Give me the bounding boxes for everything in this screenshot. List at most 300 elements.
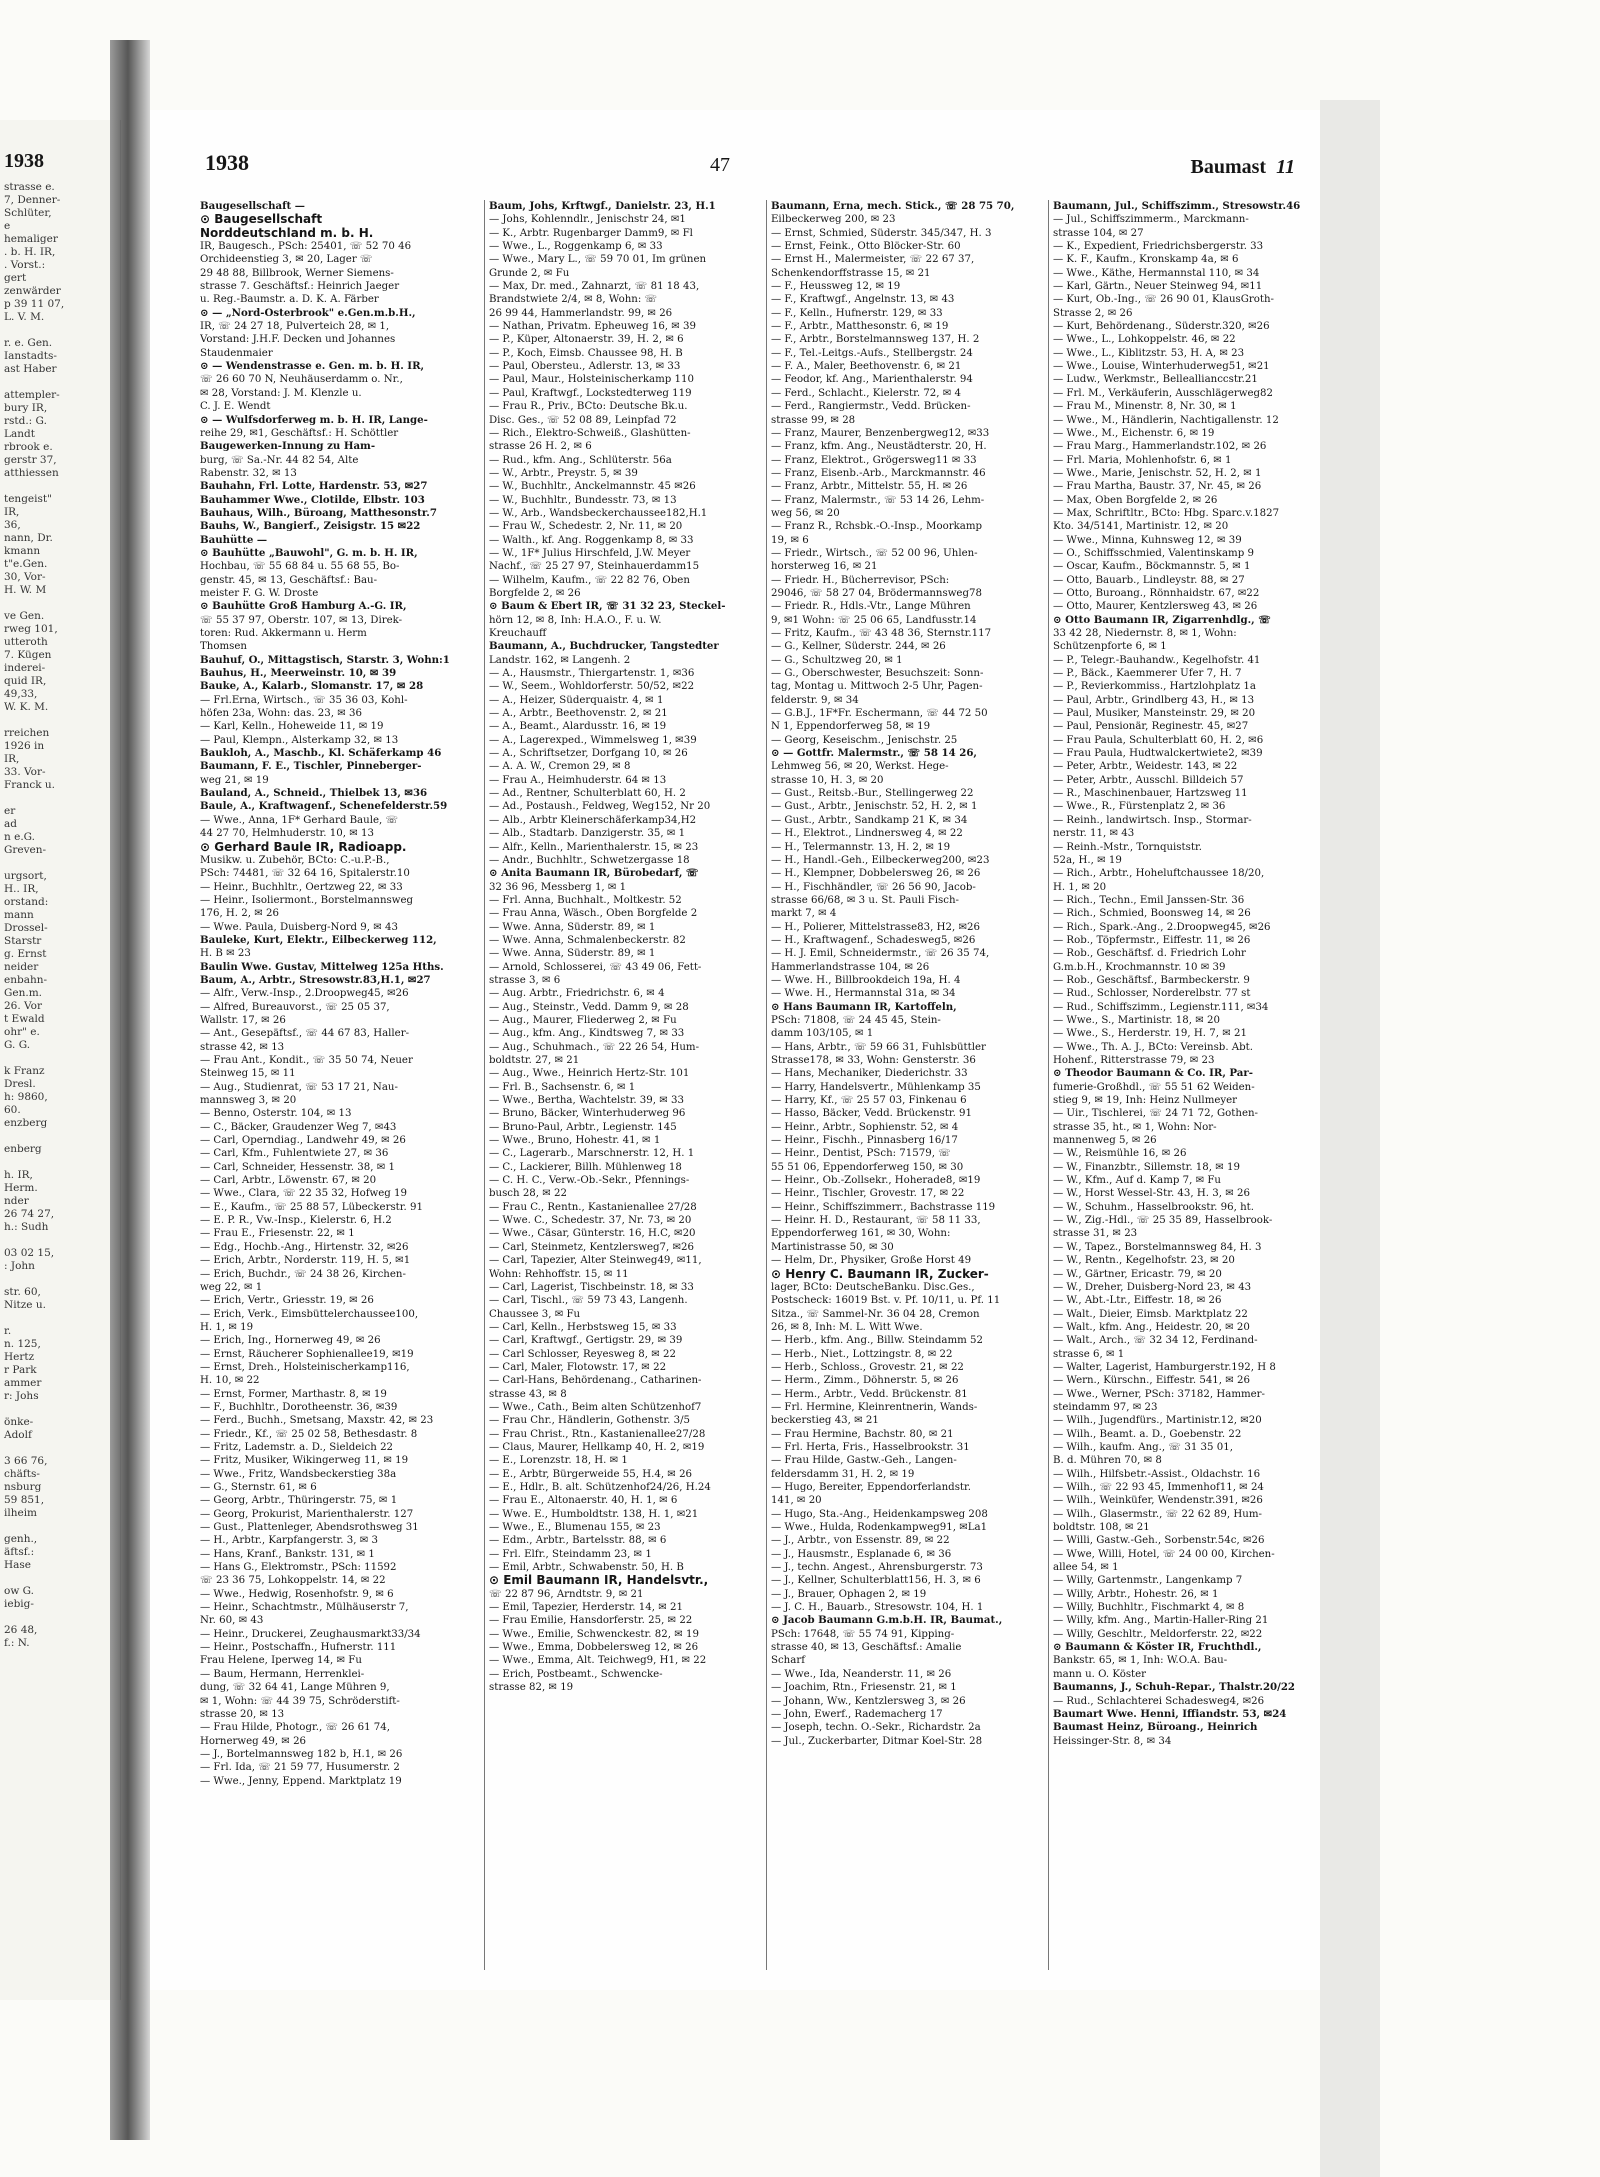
directory-entry: ✉ 28, Vorstand: J. M. Klenzle u.	[200, 387, 362, 399]
directory-entry: — Wwe., S., Herderstr. 19, H. 7, ✉ 21	[1053, 1028, 1247, 1040]
directory-entry: Schützenpforte 6, ✉ 1	[1053, 641, 1167, 653]
directory-entry: — Walt., Dieier, Eimsb. Marktplatz 22	[1053, 1308, 1248, 1320]
directory-entry: — Rich., Techn., Emil Janssen-Str. 36	[1053, 894, 1245, 906]
previous-page-line: IR,	[4, 753, 20, 765]
previous-page-line: W. K. M.	[4, 701, 49, 713]
previous-page-line: Franck u.	[4, 779, 56, 791]
previous-page-line: nann, Dr.	[4, 532, 53, 544]
previous-page-line: ve Gen.	[4, 610, 45, 622]
directory-entry: — Herm., Zimm., Döhnerstr. 5, ✉ 26	[771, 1375, 959, 1387]
previous-page-line: h: 9860,	[4, 1091, 48, 1103]
directory-entry: — K., Arbtr. Rugenbarger Damm9, ✉ Fl	[489, 227, 693, 239]
directory-entry: PSch: 74481, ☏ 32 64 16, Spitalerstr.10	[200, 868, 410, 880]
directory-entry: Baukloh, A., Maschb., Kl. Schäferkamp 46	[200, 747, 442, 760]
directory-entry: Bauke, A., Kalarb., Slomanstr. 17, ✉ 28	[200, 680, 424, 693]
directory-entry: strasse 42, ✉ 13	[200, 1041, 285, 1053]
previous-page-line: r Park	[4, 1364, 37, 1376]
directory-entry: — Rich., Elektro-Schweiß., Glashütten-	[489, 427, 691, 439]
directory-entry: ⊙ Baugesellschaft	[200, 213, 323, 227]
directory-entry: — P., Revierkommiss., Hartzlohplatz 1a	[1053, 681, 1256, 693]
directory-entry: — W., Gärtner, Ericastr. 79, ✉ 20	[1053, 1268, 1222, 1280]
previous-page-line: zenwärder	[4, 285, 61, 297]
directory-entry: — Frau Emilie, Hansdorferstr. 25, ✉ 22	[489, 1615, 693, 1627]
directory-entry: — Frau E., Friesenstr. 22, ✉ 1	[200, 1228, 355, 1240]
directory-entry: Eilbeckerweg 200, ✉ 23	[771, 214, 896, 226]
previous-page-line: ammer	[4, 1377, 42, 1389]
directory-entry: — A., Schriftsetzer, Dorfgang 10, ✉ 26	[489, 748, 688, 760]
section-name: Baumast	[1190, 156, 1267, 178]
directory-entry: — E., Kaufm., ☏ 25 88 57, Lübeckerstr. 91	[200, 1201, 423, 1213]
previous-page-line	[0, 1520, 120, 1533]
previous-page-line: inderei-	[4, 662, 46, 674]
directory-entry: — Paul, Arbtr., Grindlberg 43, H., ✉ 13	[1053, 694, 1255, 706]
directory-entry: weg 56, ✉ 20	[771, 507, 840, 519]
directory-entry: — Erich, Buchdr., ☏ 24 38 26, Kirchen-	[200, 1268, 406, 1280]
directory-entry: damm 103/105, ✉ 1	[771, 1028, 874, 1040]
directory-entry: — A., Beamt., Alardusstr. 16, ✉ 19	[489, 721, 667, 733]
directory-entry: — Karl, Gärtn., Neuer Steinweg 94, ✉11	[1053, 281, 1263, 293]
directory-entry: — G., Kellner, Süderstr. 244, ✉ 26	[771, 641, 946, 653]
directory-entry: Thomsen	[200, 641, 247, 653]
previous-page-line: 49,33,	[4, 688, 38, 700]
directory-columns	[200, 200, 1320, 1970]
directory-entry: Musikw. u. Zubehör, BCto: C.-u.P.-B.,	[200, 854, 390, 866]
directory-entry: Baugewerken-Innung zu Ham-	[200, 440, 376, 453]
previous-page-line: urgsort,	[4, 870, 47, 882]
directory-entry: — Carl, Operndiag., Landwehr 49, ✉ 26	[200, 1135, 406, 1147]
directory-entry: Grunde 2, ✉ Fu	[489, 267, 570, 279]
previous-page-line: 7. Kügen	[4, 649, 52, 661]
directory-entry: — Edg., Hochb.-Ang., Hirtenstr. 32, ✉26	[200, 1241, 409, 1253]
directory-entry: PSch: 17648, ☏ 55 74 91, Kipping-	[771, 1628, 955, 1640]
directory-entry: Frau Helene, Iperweg 14, ✉ Fu	[200, 1655, 362, 1667]
directory-entry: — F., Heussweg 12, ✉ 19	[771, 281, 901, 293]
directory-entry: — Aug., Maurer, Fliederweg 2, ✉ Fu	[489, 1014, 677, 1026]
directory-entry: — J., Arbtr., von Essenstr. 89, ✉ 22	[771, 1535, 950, 1547]
directory-entry: — Gust., Reitsb.-Bur., Stellingerweg 22	[771, 788, 974, 800]
directory-entry: — F., Tel.-Leitgs.-Aufs., Stellbergstr. 24	[771, 347, 973, 359]
directory-entry: 141, ✉ 20	[771, 1495, 822, 1507]
previous-page-line: ilheim	[4, 1507, 38, 1519]
directory-entry: 29046, ☏ 58 27 04, Brödermannsweg78	[771, 587, 982, 599]
directory-entry: — Aug., Steinstr., Vedd. Damm 9, ✉ 28	[489, 1001, 689, 1013]
previous-page-line: n. 125,	[4, 1338, 41, 1350]
previous-page-lines	[0, 181, 120, 1650]
directory-entry: — Wwe., Bruno, Hohestr. 41, ✉ 1	[489, 1135, 661, 1147]
directory-entry: — Peter, Arbtr., Weidestr. 143, ✉ 22	[1053, 761, 1238, 773]
directory-entry: — Herm., Arbtr., Vedd. Brückenstr. 81	[771, 1388, 968, 1400]
directory-entry: — Wilh., Beamt. a. D., Goebenstr. 22	[1053, 1428, 1242, 1440]
directory-entry: — Erich, Arbtr., Norderstr. 119, H. 5, ✉1	[200, 1255, 411, 1267]
directory-entry: — Wwe., S., Martinistr. 18, ✉ 20	[1053, 1014, 1220, 1026]
directory-entry: N 1, Eppendorferweg 58, ✉ 19	[771, 721, 931, 733]
directory-entry: — Wwe., Käthe, Hermannstal 110, ✉ 34	[1053, 267, 1260, 279]
directory-entry: — Wwe., Ida, Neanderstr. 11, ✉ 26	[771, 1668, 952, 1680]
directory-entry: strasse 7. Geschäftsf.: Heinrich Jaeger	[200, 281, 400, 293]
directory-entry: — Wwe. Anna, Schmalenbeckerstr. 82	[489, 934, 686, 946]
directory-entry: — Franz, Malermstr., ☏ 53 14 26, Lehm-	[771, 494, 985, 506]
previous-page-line: gert	[4, 272, 27, 284]
directory-entry: weg 21, ✉ 19	[200, 774, 269, 786]
directory-entry: — W., Rentn., Kegelhofstr. 23, ✉ 20	[1053, 1255, 1235, 1267]
directory-entry: feldersdamm 31, H. 2, ✉ 19	[771, 1468, 915, 1480]
directory-entry: Kto. 34/5141, Martinistr. 12, ✉ 20	[1053, 521, 1229, 533]
previous-page-line	[0, 792, 120, 805]
previous-page-line: Starstr	[4, 935, 42, 947]
directory-entry: — Paul, Musiker, Mansteinstr. 29, ✉ 20	[1053, 708, 1256, 720]
directory-entry: — Johs, Kohlenndlr., Jenischstr 24, ✉1	[489, 214, 686, 226]
directory-entry: — Otto, Maurer, Kentzlersweg 43, ✉ 26	[1053, 601, 1258, 613]
directory-entry: — Aug., kfm. Ang., Kindtsweg 7, ✉ 33	[489, 1028, 685, 1040]
previous-page-line: 3 66 76,	[4, 1455, 48, 1467]
directory-entry: Nachf., ☏ 25 27 97, Steinhauerdamm15	[489, 561, 700, 573]
directory-entry: Baum, Johs, Krftwgf., Danielstr. 23, H.1	[489, 200, 716, 212]
previous-page-line: Nitze u.	[4, 1299, 46, 1311]
previous-page-line	[0, 480, 120, 493]
directory-entry: — Frau W., Schedestr. 2, Nr. 11, ✉ 20	[489, 521, 683, 533]
directory-entry: — Wwe, Willi, Hotel, ☏ 24 00 00, Kirchen-	[1053, 1548, 1275, 1560]
directory-entry: Rabenstr. 32, ✉ 13	[200, 467, 297, 479]
directory-page	[150, 110, 1320, 1990]
directory-entry: — Frau Hilde, Photogr., ☏ 26 61 74,	[200, 1722, 391, 1734]
directory-entry: — Reinh., landwirtsch. Insp., Stormar-	[1053, 814, 1252, 826]
directory-entry: — Wwe., L., Kiblitzstr. 53, H. A, ✉ 23	[1053, 347, 1245, 359]
directory-entry: — Benno, Osterstr. 104, ✉ 13	[200, 1108, 352, 1120]
previous-page-line	[0, 714, 120, 727]
previous-page-line: g. Ernst	[4, 948, 47, 960]
directory-entry: — J. C. H., Bauarb., Stresowstr. 104, H. 1	[771, 1602, 984, 1614]
directory-entry: — Frl.Erna, Wirtsch., ☏ 35 36 03, Kohl-	[200, 694, 408, 706]
directory-entry: — Ernst, Former, Marthastr. 8, ✉ 19	[200, 1388, 387, 1400]
directory-entry: — Rich., Arbtr., Hoheluftchaussee 18/20,	[1053, 868, 1265, 880]
directory-entry: strasse 3, ✉ 6	[489, 974, 561, 986]
previous-page-line: orstand:	[4, 896, 49, 908]
directory-entry: — H., Telermannstr. 13, H. 2, ✉ 19	[771, 841, 951, 853]
directory-entry: — Harry, Kf., ☏ 25 57 03, Finkenau 6	[771, 1095, 967, 1107]
directory-entry: — Paul, Pensionär, Reginestr. 45, ✉27	[1053, 721, 1249, 733]
page-number: 47	[710, 154, 730, 176]
previous-page-line	[0, 1234, 120, 1247]
directory-entry: — Willy, kfm. Ang., Martin-Haller-Ring 21	[1053, 1615, 1269, 1627]
directory-entry: — W., Finanzbtr., Sillemstr. 18, ✉ 19	[1053, 1161, 1240, 1173]
directory-entry: — Heinr., Arbtr., Sophienstr. 52, ✉ 4	[771, 1121, 959, 1133]
directory-entry: strasse 104, ✉ 27	[1053, 227, 1144, 239]
directory-entry: — Wwe., Emilie, Schwenckestr. 82, ✉ 19	[489, 1628, 699, 1640]
directory-entry: ⊙ Anita Baumann IR, Bürobedarf, ☏	[489, 867, 699, 880]
directory-entry: — Helm, Dr., Physiker, Große Horst 49	[771, 1255, 972, 1267]
directory-entry: — Willy, Buchhltr., Fischmarkt 4, ✉ 8	[1053, 1602, 1245, 1614]
directory-entry: — Fritz, Musiker, Wikingerweg 11, ✉ 19	[200, 1455, 409, 1467]
directory-entry: — Frau Marg., Hammerlandstr.102, ✉ 26	[1053, 441, 1267, 453]
directory-entry: — Wwe., Hulda, Rodenkampweg91, ✉La1	[771, 1522, 988, 1534]
directory-entry: mannsweg 3, ✉ 20	[200, 1095, 297, 1107]
directory-entry: — Ludw., Werkmstr., Belleallianccstr.21	[1053, 374, 1258, 386]
previous-page-line: Drossel-	[4, 922, 48, 934]
directory-entry: — W., Abt.-Ltr., Eiffestr. 18, ✉ 26	[1053, 1295, 1222, 1307]
directory-entry: — Wwe., L., Lohkoppelstr. 46, ✉ 22	[1053, 334, 1236, 346]
directory-entry: — E., Lorenzstr. 18, H. ✉ 1	[489, 1455, 628, 1467]
directory-entry: genstr. 45, ✉ 13, Geschäftsf.: Bau-	[200, 574, 378, 586]
directory-entry: — Wwe. H., Hermannstal 31a, ✉ 34	[771, 988, 956, 1000]
previous-page-line: r. e. Gen.	[4, 337, 53, 349]
directory-entry: toren: Rud. Akkermann u. Herm	[200, 628, 367, 639]
directory-entry: — Wwe. H., Billbrookdeich 19a, H. 4	[771, 974, 961, 986]
directory-entry: Nr. 60, ✉ 43	[200, 1615, 264, 1627]
directory-entry: — Hans, Arbtr., ☏ 59 66 31, Fuhlsbüttler	[771, 1041, 986, 1053]
directory-entry: Eppendorferweg 161, ✉ 30, Wohn:	[771, 1228, 951, 1240]
directory-entry: — Wern., Kürschn., Eiffestr. 541, ✉ 26	[1053, 1375, 1250, 1387]
previous-page-line: Herm.	[4, 1182, 38, 1194]
directory-entry: 44 27 70, Helmhuderstr. 10, ✉ 13	[200, 828, 374, 840]
directory-entry: 26, ✉ 8, Inh: M. L. Witt Wwe.	[771, 1321, 923, 1333]
section-number: 11	[1276, 156, 1295, 178]
previous-page-line: ast Haber	[4, 363, 57, 375]
directory-entry: meister F. G. W. Droste	[200, 587, 319, 599]
previous-page-line	[0, 1052, 120, 1065]
directory-entry: — Carl, Steinmetz, Kentzlersweg7, ✉26	[489, 1241, 694, 1253]
previous-page-line: ad	[4, 818, 17, 830]
directory-entry: — Franz R., Rchsbk.-O.-Insp., Moorkamp	[771, 521, 983, 533]
previous-page-line: e	[4, 220, 11, 232]
directory-entry: — Ernst, Dreh., Holsteinischerkamp116,	[200, 1361, 410, 1373]
directory-entry: Vorstand: J.H.F. Decken und Johannes	[200, 334, 396, 346]
directory-entry: — A., Lagerexped., Wimmelsweg 1, ✉39	[489, 734, 697, 746]
previous-page-line	[0, 1403, 120, 1416]
directory-entry: Kreuchauff	[489, 628, 547, 639]
directory-entry: — Heinr., Ob.-Zollsekr., Hoherade8, ✉19	[771, 1175, 981, 1187]
directory-entry: — Wwe. Anna, Süderstr. 89, ✉ 1	[489, 921, 656, 933]
previous-page-line: utteroth	[4, 636, 48, 648]
directory-entry: Bauhammer Wwe., Clotilde, Elbstr. 103	[200, 493, 425, 506]
directory-entry: — R., Maschinenbauer, Hartzsweg 11	[1053, 788, 1248, 800]
directory-entry: — Alfred, Bureauvorst., ☏ 25 05 37,	[200, 1001, 390, 1013]
directory-entry: — A. A. W., Cremon 29, ✉ 8	[489, 761, 631, 773]
directory-entry: — Otto, Bauarb., Lindleystr. 88, ✉ 27	[1053, 574, 1245, 586]
directory-entry: — Wwe. E., Humboldtstr. 138, H. 1, ✉21	[489, 1508, 699, 1520]
directory-entry: — A., Arbtr., Beethovenstr. 2, ✉ 21	[489, 708, 668, 720]
directory-entry: — H., Kraftwagenf., Schadesweg5, ✉26	[771, 934, 976, 946]
directory-entry: 52a, H., ✉ 19	[1053, 854, 1122, 866]
directory-entry: — Carl, Lagerist, Tischbeinstr. 18, ✉ 33	[489, 1281, 694, 1293]
directory-entry: — Emil, Tapezier, Herderstr. 14, ✉ 21	[489, 1602, 683, 1614]
directory-entry: — O., Schiffsschmied, Valentinskamp 9	[1053, 547, 1254, 559]
previous-page-line: rbrook e.	[4, 441, 53, 453]
directory-entry: — Hans, Mechaniker, Diederichstr. 33	[771, 1068, 968, 1080]
directory-entry: — Rob., Geschäftsf. d. Friedrich Lohr	[1053, 948, 1246, 960]
directory-entry: — E. P. R., Vw.-Insp., Kielerstr. 6, H.2	[200, 1215, 392, 1227]
directory-entry: Wallstr. 17, ✉ 26	[200, 1014, 286, 1026]
directory-entry: — W., Dreher, Duisberg-Nord 23, ✉ 43	[1053, 1281, 1252, 1293]
previous-page-line: nder	[4, 1195, 29, 1207]
directory-entry: stieg 9, ✉ 19, Inh: Heinz Nullmeyer	[1053, 1095, 1238, 1107]
directory-entry: — Wwe., L., Roggenkamp 6, ✉ 33	[489, 241, 663, 253]
directory-entry: — Rich., Spark.-Ang., 2.Droopweg45, ✉26	[1053, 921, 1271, 933]
directory-entry: Scharf	[771, 1655, 805, 1667]
directory-entry: — C., Lackierer, Billh. Mühlenweg 18	[489, 1161, 682, 1173]
directory-entry: Baumann, F. E., Tischler, Pinneberger-	[200, 760, 422, 773]
directory-entry: boldtstr. 27, ✉ 21	[489, 1055, 580, 1066]
directory-entry: — Walth., kf. Ang. Roggenkamp 8, ✉ 33	[489, 534, 694, 546]
previous-page-line: iebig-	[4, 1598, 34, 1610]
directory-entry: — F., Buchhltr., Dorotheenstr. 36, ✉39	[200, 1401, 398, 1413]
directory-entry: Hammerlandstrasse 104, ✉ 26	[771, 961, 930, 973]
directory-entry: 26 99 44, Hammerlandstr. 99, ✉ 26	[489, 307, 673, 319]
directory-entry: ☏ 23 36 75, Lohkoppelstr. 14, ✉ 22	[200, 1575, 386, 1587]
directory-entry: Hochbau, ☏ 55 68 84 u. 55 68 55, Bo-	[200, 561, 400, 573]
previous-page-line: n e.G.	[4, 831, 36, 843]
directory-entry: burg, ☏ Sa.-Nr. 44 82 54, Alte	[200, 454, 359, 466]
previous-page-line: strasse e.	[4, 181, 55, 193]
directory-entry: — Wilh., ☏ 22 93 45, Immenhof11, ✉ 24	[1053, 1482, 1264, 1493]
directory-entry: — Wwe., Th. A. J., BCto: Vereinsb. Abt.	[1053, 1041, 1254, 1053]
directory-entry: — Herb., kfm. Ang., Billw. Steindamm 52	[771, 1335, 983, 1347]
page-edge	[1320, 100, 1380, 2177]
directory-entry: — Wwe., Minna, Kuhnsweg 12, ✉ 39	[1053, 534, 1242, 546]
directory-entry: Bauhütte —	[200, 533, 268, 546]
previous-page-line: nsburg	[4, 1481, 42, 1493]
directory-entry: — Erich, Postbeamt., Schwencke-	[489, 1668, 663, 1680]
directory-entry: — H., Klempner, Dobbelersweg 26, ✉ 26	[771, 868, 981, 880]
previous-page-line: Hertz	[4, 1351, 35, 1363]
directory-entry: — A., Heizer, Süderquaistr. 4, ✉ 1	[489, 694, 664, 706]
directory-entry: — Carl, Schneider, Hessenstr. 38, ✉ 1	[200, 1161, 395, 1173]
previous-page-line: Hase	[4, 1559, 32, 1571]
directory-entry: ⊙ — Wulfsdorferweg m. b. H. IR, Lange-	[200, 413, 428, 426]
previous-page-line: Ianstadts-	[4, 350, 57, 362]
directory-entry: ⊙ — „Nord-Osterbrook" e.Gen.m.b.H.,	[200, 306, 416, 319]
directory-entry: — Alfr., Kelln., Marienthalerstr. 15, ✉ 23	[489, 841, 699, 853]
directory-entry: — Paul, Klempn., Alsterkamp 32, ✉ 13	[200, 734, 399, 746]
directory-entry: IR, ☏ 24 27 18, Pulverteich 28, ✉ 1,	[200, 321, 390, 333]
previous-page-line: ow G.	[4, 1585, 34, 1597]
directory-entry: Staudenmaier	[200, 347, 273, 359]
directory-entry: — Arnold, Schlosserei, ☏ 43 49 06, Fett-	[489, 961, 702, 973]
directory-entry: H. 1, ✉ 20	[1053, 881, 1107, 893]
previous-page-line: gerstr 37,	[4, 454, 57, 466]
directory-entry: — Wilhelm, Kaufm., ☏ 22 82 76, Oben	[489, 574, 690, 586]
directory-entry: ⊙ Henry C. Baumann IR, Zucker-	[771, 1267, 989, 1281]
directory-entry: — Georg, Arbtr., Thüringerstr. 75, ✉ 1	[200, 1495, 398, 1507]
directory-entry: — W., 1F* Julius Hirschfeld, J.W. Meyer	[489, 547, 691, 559]
directory-entry: — Wwe., Louise, Winterhuderweg51, ✉21	[1053, 361, 1270, 373]
directory-entry: — K. F., Kaufm., Kronskamp 4a, ✉ 6	[1053, 254, 1239, 266]
directory-entry: — Rud., kfm. Ang., Schlüterstr. 56a	[489, 454, 672, 466]
directory-entry: — Frau Paula, Hudtwalckertwiete2, ✉39	[1053, 748, 1263, 760]
directory-entry: H. 10, ✉ 22	[200, 1375, 260, 1387]
directory-entry: strasse 26 H. 2, ✉ 6	[489, 441, 592, 453]
directory-entry: — Herb., Niet., Lottzingstr. 8, ✉ 22	[771, 1348, 953, 1360]
directory-entry: — Frl. Hermine, Kleinrentnerin, Wands-	[771, 1401, 978, 1413]
directory-entry: — Frau C., Rentn., Kastanienallee 27/28	[489, 1201, 697, 1213]
directory-entry: — W., Seem., Wohldorferstr. 50/52, ✉22	[489, 681, 695, 693]
directory-entry: — Frau Hilde, Gastw.-Geh., Langen-	[771, 1455, 957, 1467]
directory-entry: — Rich., Schmied, Boonsweg 14, ✉ 26	[1053, 908, 1251, 920]
directory-entry: — Kurt, Behördenang., Süderstr.320, ✉26	[1053, 321, 1270, 333]
directory-entry: — Friedr., Wirtsch., ☏ 52 00 96, Uhlen-	[771, 547, 978, 559]
previous-page-line: Landt	[4, 428, 35, 440]
directory-entry: — Franz, Maurer, Benzenbergweg12, ✉33	[771, 427, 990, 439]
previous-page-line	[0, 376, 120, 389]
previous-page-line: quid IR,	[4, 675, 47, 687]
directory-entry: — Carl, Kraftwgf., Gertigstr. 29, ✉ 39	[489, 1335, 683, 1347]
previous-page-line: r.	[4, 1325, 12, 1337]
directory-entry: — Feodor, kf. Ang., Marienthalerstr. 94	[771, 374, 973, 386]
directory-entry: — W., Tapez., Borstelmannsweg 84, H. 3	[1053, 1241, 1262, 1253]
previous-page-line: H. W. M	[4, 584, 47, 596]
directory-entry: — Ernst, Schmied, Süderstr. 345/347, H. 3	[771, 227, 992, 239]
previous-page-line: t"e.Gen.	[4, 558, 48, 570]
directory-entry: — Franz, kfm. Ang., Neustädterstr. 20, H.	[771, 441, 987, 453]
directory-entry: mannenweg 5, ✉ 26	[1053, 1135, 1157, 1147]
directory-entry: markt 7, ✉ 4	[771, 908, 837, 920]
directory-entry: — Jul., Zuckerbarter, Ditmar Koel-Str. 28	[771, 1735, 983, 1747]
directory-entry: Strasse178, ✉ 33, Wohn: Gensterstr. 36	[771, 1055, 976, 1066]
previous-page-line: mann	[4, 909, 34, 921]
directory-entry: — Frau E., Altonaerstr. 40, H. 1, ✉ 6	[489, 1495, 678, 1507]
previous-page-line: G. G.	[4, 1039, 31, 1051]
directory-entry: steindamm 97, ✉ 23	[1053, 1401, 1158, 1413]
directory-entry: — Bruno, Bäcker, Winterhuderweg 96	[489, 1108, 686, 1120]
directory-entry: strasse 10, H. 3, ✉ 20	[771, 774, 884, 786]
directory-entry: — Wwe., Hedwig, Rosenhofstr. 9, ✉ 6	[200, 1588, 394, 1600]
directory-entry: — J., Kellner, Schulterblatt156, H. 3, ✉ 6	[771, 1575, 981, 1587]
directory-entry: — Gust., Arbtr., Jenischstr. 52, H. 2, ✉ 1	[771, 801, 978, 813]
directory-entry: ⊙ Baumann & Köster IR, Fruchthdl.,	[1053, 1641, 1262, 1654]
previous-page-line: p 39 11 07,	[4, 298, 65, 310]
directory-entry: — C., Bäcker, Graudenzer Weg 7, ✉43	[200, 1121, 397, 1133]
directory-entry: — E., Arbtr, Bürgerweide 55, H.4, ✉ 26	[489, 1468, 693, 1480]
directory-entry: — Ferd., Schlacht., Kielerstr. 72, ✉ 4	[771, 387, 962, 399]
previous-page-line: rstd.: G.	[4, 415, 47, 427]
directory-entry: ⊙ Emil Baumann IR, Handelsvtr.,	[489, 1574, 709, 1588]
directory-entry: — J., Bortelmannsweg 182 b, H.1, ✉ 26	[200, 1748, 403, 1760]
directory-entry: Baumast Heinz, Büroang., Heinrich	[1053, 1721, 1258, 1734]
previous-page-line	[0, 1442, 120, 1455]
directory-entry: — W., Reismühle 16, ✉ 26	[1053, 1148, 1187, 1160]
directory-entry: Bauhus, H., Meerweinstr. 10, ✉ 39	[200, 667, 397, 680]
directory-entry: ⊙ Bauhütte „Bauwohl", G. m. b. H. IR,	[200, 546, 418, 559]
directory-entry: busch 28, ✉ 22	[489, 1188, 567, 1200]
previous-page-line: : John	[4, 1260, 35, 1272]
directory-entry: weg 22, ✉ 1	[200, 1281, 263, 1293]
directory-entry: — Willi, Gastw.-Geh., Sorbenstr.54c, ✉26	[1053, 1535, 1265, 1547]
directory-entry: ⊙ — Gottfr. Malermstr., ☏ 58 14 26,	[771, 747, 977, 760]
directory-entry: ⊙ Theodor Baumann & Co. IR, Par-	[1053, 1067, 1254, 1080]
directory-entry: — Otto, Buroang., Rönnhaidstr. 67, ✉22	[1053, 587, 1260, 599]
directory-entry: H. B ✉ 23	[200, 948, 251, 960]
directory-entry: — Ferd., Rangiermstr., Vedd. Brücken-	[771, 401, 971, 413]
directory-entry: — Erich, Vertr., Griesstr. 19, ✉ 26	[200, 1295, 374, 1307]
directory-entry: — G., Schultzweg 20, ✉ 1	[771, 654, 903, 666]
directory-entry: reihe 29, ✉1, Geschäftsf.: H. Schöttler	[200, 427, 399, 439]
directory-entry: — H., Handl.-Geh., Eilbeckerweg200, ✉23	[771, 854, 990, 866]
directory-entry: — Carl, Kelln., Herbstsweg 15, ✉ 33	[489, 1321, 677, 1333]
previous-page-line: kmann	[4, 545, 41, 557]
directory-entry: — P., Telegr.-Bauhandw., Kegelhofstr. 41	[1053, 654, 1261, 666]
directory-entry: — Andr., Buchhltr., Schwetzergasse 18	[489, 854, 690, 866]
previous-page-line	[0, 324, 120, 337]
previous-page-line: 26 48,	[4, 1624, 38, 1636]
previous-page-line: atthiessen	[4, 467, 59, 479]
directory-entry: Baum, A., Arbtr., Stresowstr.83,H.1, ✉27	[200, 973, 431, 986]
directory-entry: Baumann, Erna, mech. Stick., ☏ 28 75 70,	[771, 200, 1015, 212]
directory-entry: — Friedr., Kf., ☏ 25 02 58, Bethesdastr. 8	[200, 1428, 418, 1440]
directory-entry: fumerie-Großhdl., ☏ 55 51 62 Weiden-	[1053, 1081, 1255, 1093]
directory-entry: u. Reg.-Baumstr. a. D. K. A. Färber	[200, 294, 379, 306]
directory-entry: 29 48 88, Billbrook, Werner Siemens-	[200, 267, 394, 279]
directory-entry: — Frl. M., Verkäuferin, Ausschlägerweg82	[1053, 387, 1273, 399]
directory-entry: — Walt., Arch., ☏ 32 34 12, Ferdinand-	[1053, 1335, 1258, 1347]
